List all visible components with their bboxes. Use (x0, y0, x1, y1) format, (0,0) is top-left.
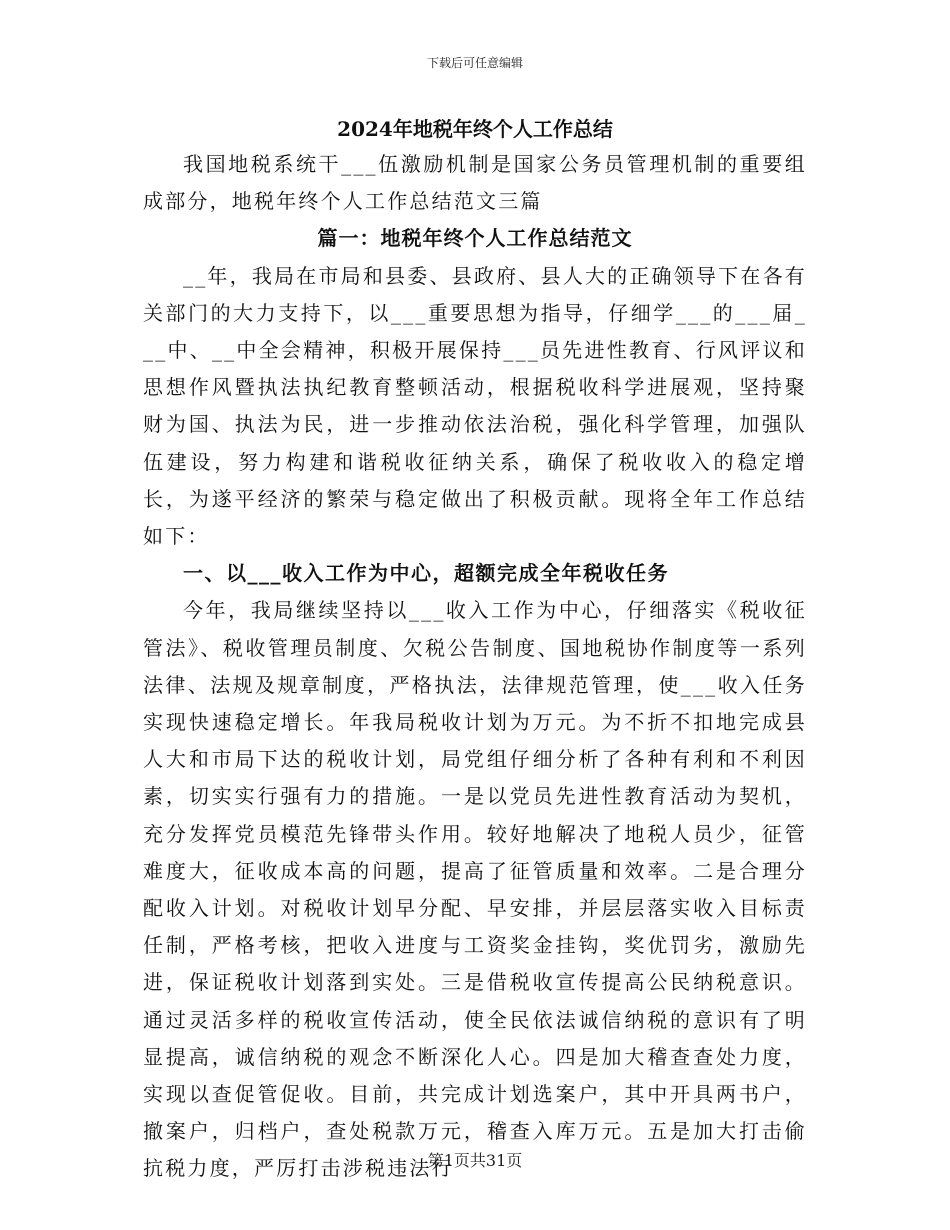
header-note: 下载后可任意编辑 (426, 56, 523, 70)
section-title: 篇一：地税年终个人工作总结范文 (317, 226, 633, 251)
sub-heading-1: 一、以___收入工作为中心，超额完成全年税收任务 (183, 561, 669, 586)
document-body (143, 112, 807, 1188)
intro-paragraph: 我国地税系统干___伍激励机制是国家公务员管理机制的重要组成部分，地税年终个人工作总结范文三篇 (143, 152, 807, 214)
document-title: 2024年地税年终个人工作总结 (337, 117, 613, 141)
page-footer: 第1页共31页 (427, 1151, 523, 1170)
body-paragraph-2: 今年，我局继续坚持以___收入工作为中心，仔细落实《税收征管法》、税收管理员制度、欠税公告制度、国地税协作制度等一系列法律、法规及规章制度，严格执法，法律规范管理，使___收入任务实现快速稳定增长。年我局税收计划为万元。为不折不扣地完成县人大和市局下达的税收计划，局党组仔细分析了各种有利和不利因素，切实实行强有力的措施。一是以党员先进性教育活动为契机，充分发挥党员模范先锋带头作用。较好地解决了地税人员少，征管难度大，征收成本高的问题，提高了征管质量和效率。二是合理分配收入计划。对税收计划早分配、早安排，并层层落实收入目标责任制，严格考核，把收入进度与工资奖金挂钩，奖优罚劣，激励先进，保证税收计划落到实处。三是借税收宣传提高公民纳税意识。通过灵活多样的税收宣传活动，使全民依法诚信纳税的意识有了明显提高，诚信纳税的观念不断深化人心。四是加大稽查查处力度，实现以查促管促收。目前，共完成计划选案户，其中开具两书户，撤案户，归档户，查处税款万元，稽查入库万元。五是加大打击偷抗税力度，严厉打击涉税违法行 (143, 598, 807, 1181)
body-paragraph-1: __年，我局在市局和县委、县政府、县人大的正确领导下在各有关部门的大力支持下，以___重要思想为指导，仔细学___的___届___中、__中全会精神，积极开展保持___员先进性教育、行风评议和思想作风暨执法执纪教育整顿活动，根据税收科学进展观，坚持聚财为国、执法为民，进一步推动依法治税，强化科学管理，加强队伍建设，努力构建和谐税收征纳关系，确保了税收收入的稳定增长，为遂平经济的繁荣与稳定做出了积极贡献。现将全年工作总结如下： (143, 263, 807, 549)
